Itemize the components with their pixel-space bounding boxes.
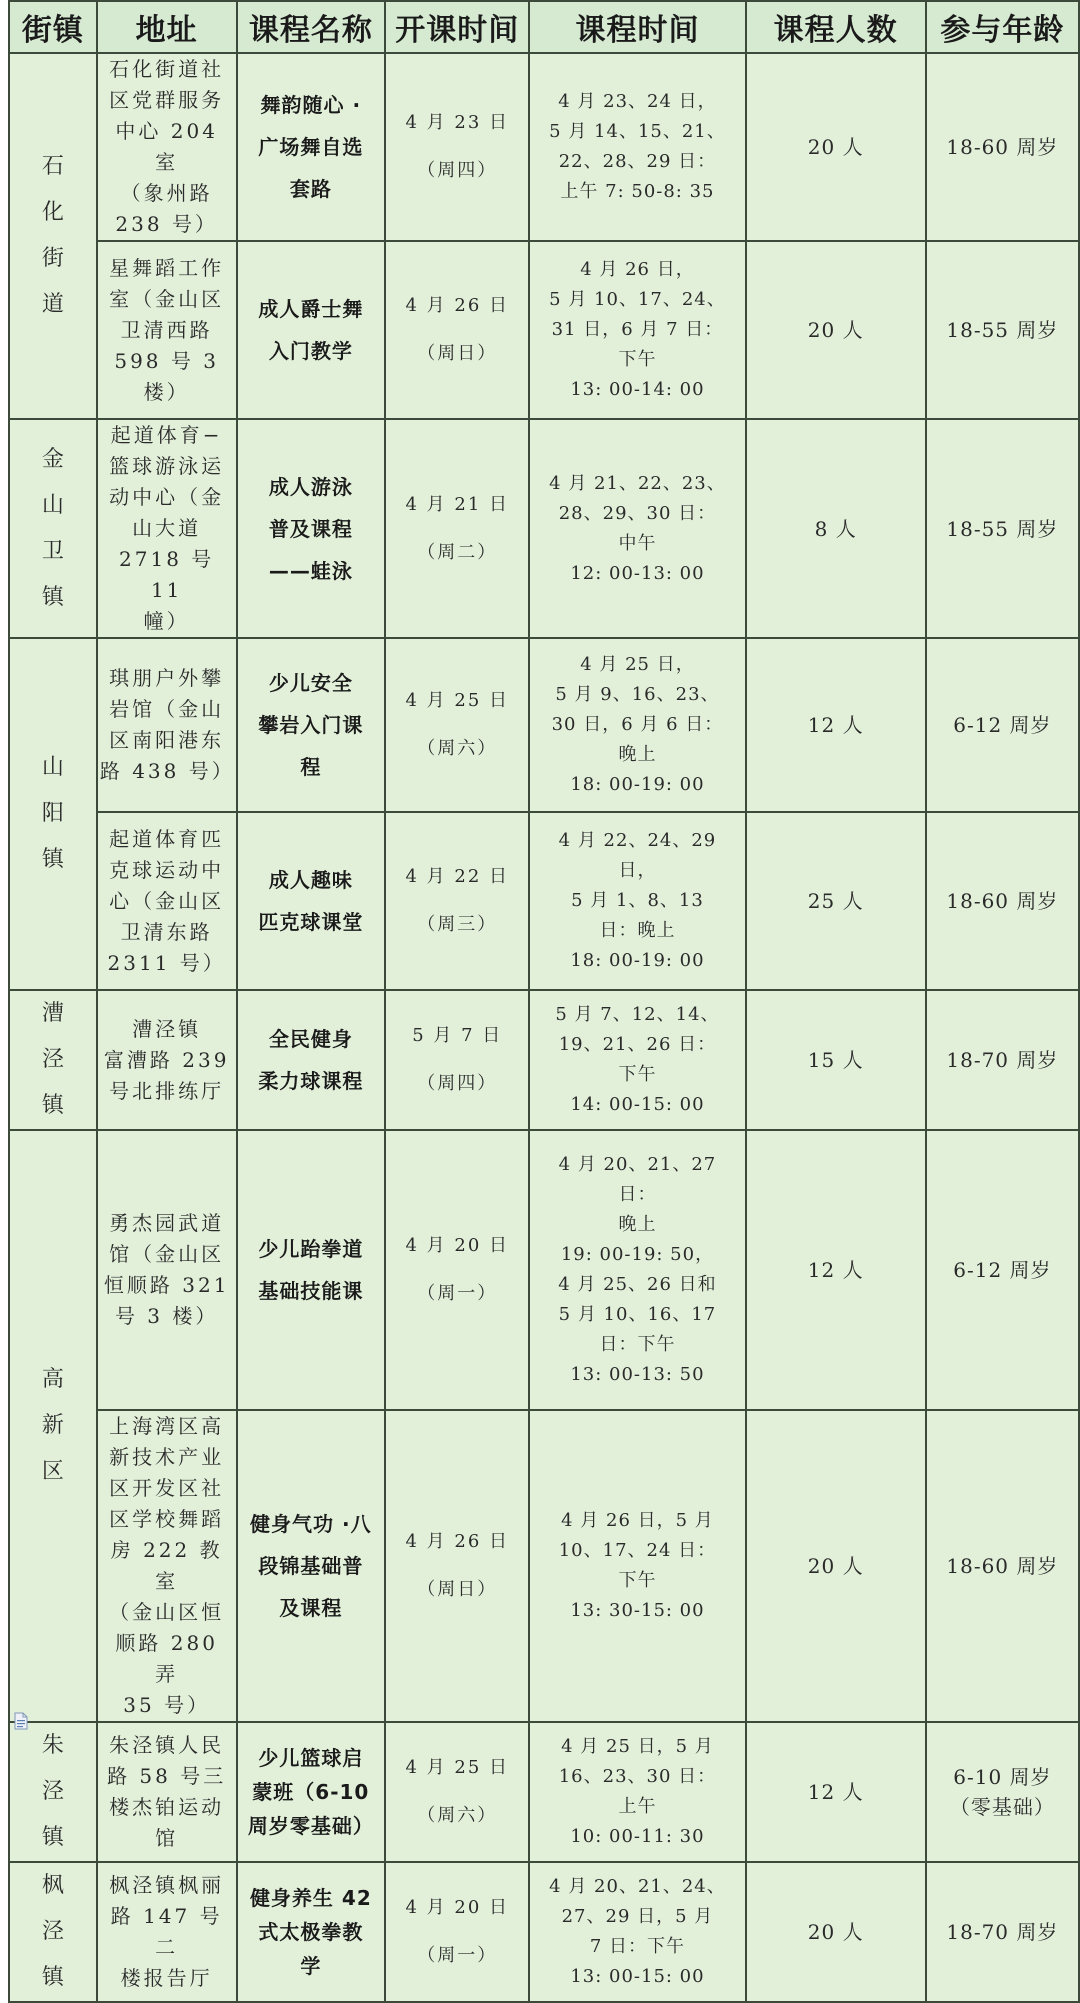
course-name-cell: 健身气功 ·八 段锦基础普 及课程 (237, 1410, 386, 1722)
address-cell: 朱泾镇人民 路 58 号三 楼杰铂运动 馆 (97, 1722, 237, 1862)
start-date-cell: 4 月 20 日 （周一） (385, 1130, 529, 1410)
age-cell: 18-60 周岁 (926, 1410, 1079, 1722)
start-date-cell: 4 月 22 日 （周三） (385, 812, 529, 990)
course-name-cell: 舞韵随心 · 广场舞自选 套路 (237, 53, 386, 241)
address-cell: 起道体育− 篮球游泳运 动中心（金 山大道 2718 号 11 幢） (97, 419, 237, 638)
table-row (9, 1722, 1079, 1862)
capacity-cell: 20 人 (746, 1862, 926, 2002)
capacity-cell: 12 人 (746, 1722, 926, 1862)
address-cell: 勇杰园武道 馆（金山区 恒顺路 321 号 3 楼） (97, 1130, 237, 1410)
capacity-cell: 20 人 (746, 53, 926, 241)
header-schedule: 课程时间 (529, 1, 745, 53)
table-row (9, 1130, 1079, 1410)
town-cell-gaoxin: 高 新 区 (9, 1130, 97, 1722)
age-cell: 18-70 周岁 (926, 1862, 1079, 2002)
town-cell-zhujing: 朱 泾 镇 (9, 1722, 97, 1862)
course-name-cell: 少儿篮球启 蒙班（6-10 周岁零基础） (237, 1722, 386, 1862)
start-date-cell: 5 月 7 日 （周四） (385, 990, 529, 1130)
town-cell-jinshanwei: 金 山 卫 镇 (9, 419, 97, 638)
capacity-cell: 15 人 (746, 990, 926, 1130)
document-icon (14, 1712, 28, 1730)
town-cell-fengjing: 枫 泾 镇 (9, 1862, 97, 2002)
address-cell: 琪朋户外攀 岩馆（金山 区南阳港东 路 438 号） (97, 638, 237, 812)
start-date-cell: 4 月 20 日 （周一） (385, 1862, 529, 2002)
course-name-cell: 健身养生 42 式太极拳教 学 (237, 1862, 386, 2002)
capacity-cell: 12 人 (746, 1130, 926, 1410)
start-date-cell: 4 月 25 日 （周六） (385, 638, 529, 812)
table-row (9, 990, 1079, 1130)
course-name-cell: 成人游泳 普及课程 ——蛙泳 (237, 419, 386, 638)
header-age: 参与年龄 (926, 1, 1079, 53)
table-row (9, 419, 1079, 638)
schedule-cell: 4 月 20、21、27 日： 晚上 19: 00-19: 50， 4 月 25、26 日和 5 月 10、16、17 日：下午 13: 00-13: 50 (529, 1130, 745, 1410)
capacity-cell: 12 人 (746, 638, 926, 812)
age-cell: 18-60 周岁 (926, 53, 1079, 241)
start-date-cell: 4 月 23 日 （周四） (385, 53, 529, 241)
table-row (9, 1410, 1079, 1722)
address-cell: 起道体育匹 克球运动中 心（金山区 卫清东路 2311 号） (97, 812, 237, 990)
address-cell: 石化街道社 区党群服务 中心 204 室 （象州路 238 号） (97, 53, 237, 241)
address-cell: 枫泾镇枫丽 路 147 号二 楼报告厅 (97, 1862, 237, 2002)
schedule-cell: 4 月 26 日， 5 月 10、17、24、 31 日，6 月 7 日： 下午 13: 00-14: 00 (529, 241, 745, 419)
header-capacity: 课程人数 (746, 1, 926, 53)
schedule-cell: 4 月 25 日，5 月 16、23、30 日： 上午 10: 00-11: 30 (529, 1722, 745, 1862)
start-date-cell: 4 月 26 日 （周日） (385, 241, 529, 419)
schedule-cell: 4 月 22、24、29 日， 5 月 1、8、13 日：晚上 18: 00-19: 00 (529, 812, 745, 990)
header-town: 街镇 (9, 1, 97, 53)
course-name-cell: 少儿跆拳道 基础技能课 (237, 1130, 386, 1410)
schedule-cell: 4 月 23、24 日， 5 月 14、15、21、 22、28、29 日： 上午 7: 50-8: 35 (529, 53, 745, 241)
table-row (9, 1862, 1079, 2002)
table-row (9, 241, 1079, 419)
age-cell: 18-70 周岁 (926, 990, 1079, 1130)
header-start: 开课时间 (385, 1, 529, 53)
capacity-cell: 8 人 (746, 419, 926, 638)
capacity-cell: 20 人 (746, 1410, 926, 1722)
start-date-cell: 4 月 25 日 （周六） (385, 1722, 529, 1862)
address-cell: 星舞蹈工作 室（金山区 卫清西路 598 号 3 楼） (97, 241, 237, 419)
header-address: 地址 (97, 1, 237, 53)
table-row (9, 812, 1079, 990)
town-cell-shanyang: 山 阳 镇 (9, 638, 97, 990)
course-schedule-sheet (8, 0, 1080, 1990)
course-schedule-table (8, 0, 1080, 2003)
age-cell: 6-10 周岁 （零基础） (926, 1722, 1079, 1862)
age-cell: 6-12 周岁 (926, 1130, 1079, 1410)
start-date-cell: 4 月 26 日 （周日） (385, 1410, 529, 1722)
capacity-cell: 25 人 (746, 812, 926, 990)
age-cell: 6-12 周岁 (926, 638, 1079, 812)
start-date-cell: 4 月 21 日 （周二） (385, 419, 529, 638)
age-cell: 18-55 周岁 (926, 419, 1079, 638)
age-cell: 18-55 周岁 (926, 241, 1079, 419)
table-row (9, 53, 1079, 241)
header-course: 课程名称 (237, 1, 386, 53)
schedule-cell: 5 月 7、12、14、 19、21、26 日： 下午 14: 00-15: 00 (529, 990, 745, 1130)
header-row (9, 1, 1079, 53)
schedule-cell: 4 月 20、21、24、 27、29 日，5 月 7 日：下午 13: 00-15: 00 (529, 1862, 745, 2002)
course-name-cell: 少儿安全 攀岩入门课 程 (237, 638, 386, 812)
schedule-cell: 4 月 26 日，5 月 10、17、24 日： 下午 13: 30-15: 00 (529, 1410, 745, 1722)
schedule-cell: 4 月 25 日， 5 月 9、16、23、 30 日，6 月 6 日： 晚上 18: 00-19: 00 (529, 638, 745, 812)
town-cell-caojing: 漕 泾 镇 (9, 990, 97, 1130)
course-name-cell: 成人爵士舞 入门教学 (237, 241, 386, 419)
table-row (9, 638, 1079, 812)
course-name-cell: 成人趣味 匹克球课堂 (237, 812, 386, 990)
schedule-cell: 4 月 21、22、23、 28、29、30 日： 中午 12: 00-13: 00 (529, 419, 745, 638)
town-cell-shihua: 石 化 街 道 (9, 53, 97, 419)
address-cell: 上海湾区高 新技术产业 区开发区社 区学校舞蹈 房 222 教室 （金山区恒 顺路 280 弄 35 号） (97, 1410, 237, 1722)
address-cell: 漕泾镇 富漕路 239 号北排练厅 (97, 990, 237, 1130)
capacity-cell: 20 人 (746, 241, 926, 419)
age-cell: 18-60 周岁 (926, 812, 1079, 990)
course-name-cell: 全民健身 柔力球课程 (237, 990, 386, 1130)
